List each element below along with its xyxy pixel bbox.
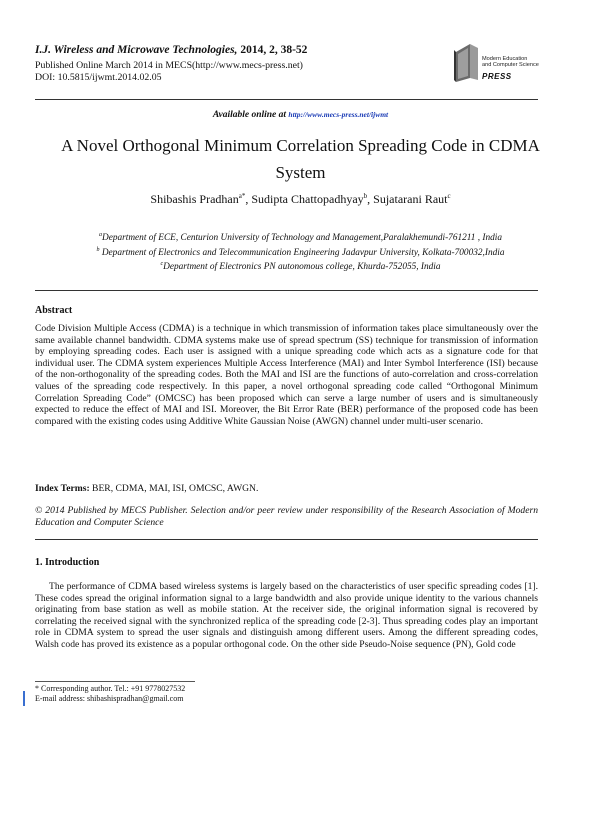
index-terms — [35, 483, 538, 495]
author-1-mark: a* — [238, 192, 246, 200]
abstract-top-rule — [35, 290, 538, 291]
margin-marker — [23, 691, 25, 706]
journal-name: I.J. Wireless and Microwave Technologies, — [35, 44, 238, 56]
affiliation-b-text: Department of Electronics and Telecommunication Engineering Jadavpur University, Kolkata-700032,India — [101, 247, 505, 258]
affiliation-c-text: Department of Electronics PN autonomous college, Khurda-752055, India — [163, 262, 441, 273]
book-icon — [452, 40, 482, 84]
logo-press: PRESS — [482, 72, 512, 81]
affiliation-b — [0, 245, 601, 260]
affiliation-a-mark: a — [99, 232, 102, 238]
header-rule — [35, 99, 538, 100]
journal-volume: 2014, 2, 38-52 — [240, 44, 308, 56]
publication-info — [35, 60, 303, 84]
affiliation-a-text: Department of ECE, Centurion University of Technology and Management,Paralakhemundi-761211 , India — [102, 233, 502, 244]
mecs-press-logo — [452, 40, 552, 84]
author-2-mark: b — [363, 192, 368, 200]
author-list: Shibashis Pradhan$^{a*}$, Sudipta Chattopadhyay$^b$, Sujatarani Raut$^c$ — [150, 192, 451, 206]
doi-line: DOI: 10.5815/ijwmt.2014.02.05 — [35, 72, 162, 83]
footnote-rule — [35, 681, 195, 682]
author-2: Sudipta Chattopadhyay — [251, 192, 364, 206]
journal-url-link[interactable]: http://www.mecs-press.net/ijwmt — [288, 110, 389, 119]
affiliation-b-mark: b — [96, 246, 100, 253]
footnote-email: E-mail address: shibashispradhan@gmail.com — [35, 694, 184, 703]
footnote-corresponding: * Corresponding author. Tel.: +91 9778027532 — [35, 684, 186, 693]
introduction-heading: 1. Introduction — [35, 557, 100, 568]
author-1: Shibashis Pradhan — [150, 192, 239, 206]
logo-text — [482, 56, 539, 68]
author-3-mark: c — [447, 192, 451, 200]
abstract-body: Code Division Multiple Access (CDMA) is a technique in which transmission of information takes place simultaneously over the same available channel bandwidth. CDMA systems make use of spread spectrum (SS) technique for transmission of information by employing spreading codes. Each user is assigned with a unique spreading code which acts as a signature code for that individual user. The CDMA system experiences Multiple Access Interference (MAI) and Inter Symbol Interference (ISI) because of the non-orthogonality of the spreading codes. Both the MAI and ISI are the functions of auto-correlation and cross-correlation values of the spreading code respectively. In this paper, a novel orthogonal spreading code called “Orthogonal Minimum Correlation Spreading Code” (OMCSC) has been proposed which can serve a large number of users and is simultaneously expected to reduce the effect of MAI and ISI. Moreover, the Bit Error Rate (BER) performance of the proposed code has been compared with the existing codes using Additive White Gaussian Noise (AWGN) channel under multi-user scenario. — [35, 323, 538, 427]
index-terms-label: Index Terms: — [35, 483, 90, 494]
published-line: Published Online March 2014 in MECS(http://www.mecs-press.net) — [35, 60, 303, 71]
availability-line — [0, 110, 601, 120]
author-3: Sujatarani Raut — [373, 192, 448, 206]
affiliation-c — [0, 259, 601, 274]
introduction-body: The performance of CDMA based wireless systems is largely based on the characteristics of user specific spreading codes [1]. These codes spread the original information signal to a large bandwidth and also provide unique identity to the various channels originating from base station as well as mobile station. At the receiver side, the original information signal is recovered by correlating the received signal with the synchronized replica of the spreading code [2-3]. Thus spreading codes play an important role in CDMA system to spread the user signals and distinguish among different users. Among the different spreading codes, Walsh code has proved its existence as a popular orthogonal code. On the other side Pseudo-Noise sequence (PN), Gold code — [35, 581, 538, 650]
intro-top-rule — [35, 539, 538, 540]
logo-line-2: and Computer Science — [482, 62, 539, 68]
affiliation-c-mark: c — [160, 261, 164, 268]
copyright-notice: © 2014 Published by MECS Publisher. Selection and/or peer review under responsibility of the Research Association of Modern Education and Computer Science — [35, 505, 538, 528]
abstract-heading: Abstract — [35, 305, 73, 316]
availability-label: Available online at — [212, 110, 287, 120]
affiliations — [0, 230, 601, 274]
index-terms-text: BER, CDMA, MAI, ISI, OMCSC, AWGN. — [92, 483, 259, 494]
journal-header — [35, 44, 307, 56]
paper-title: A Novel Orthogonal Minimum Correlation Spreading Code in CDMA System — [61, 136, 540, 182]
affiliation-a — [0, 230, 601, 245]
logo-line-1: Modern Education — [482, 56, 528, 62]
